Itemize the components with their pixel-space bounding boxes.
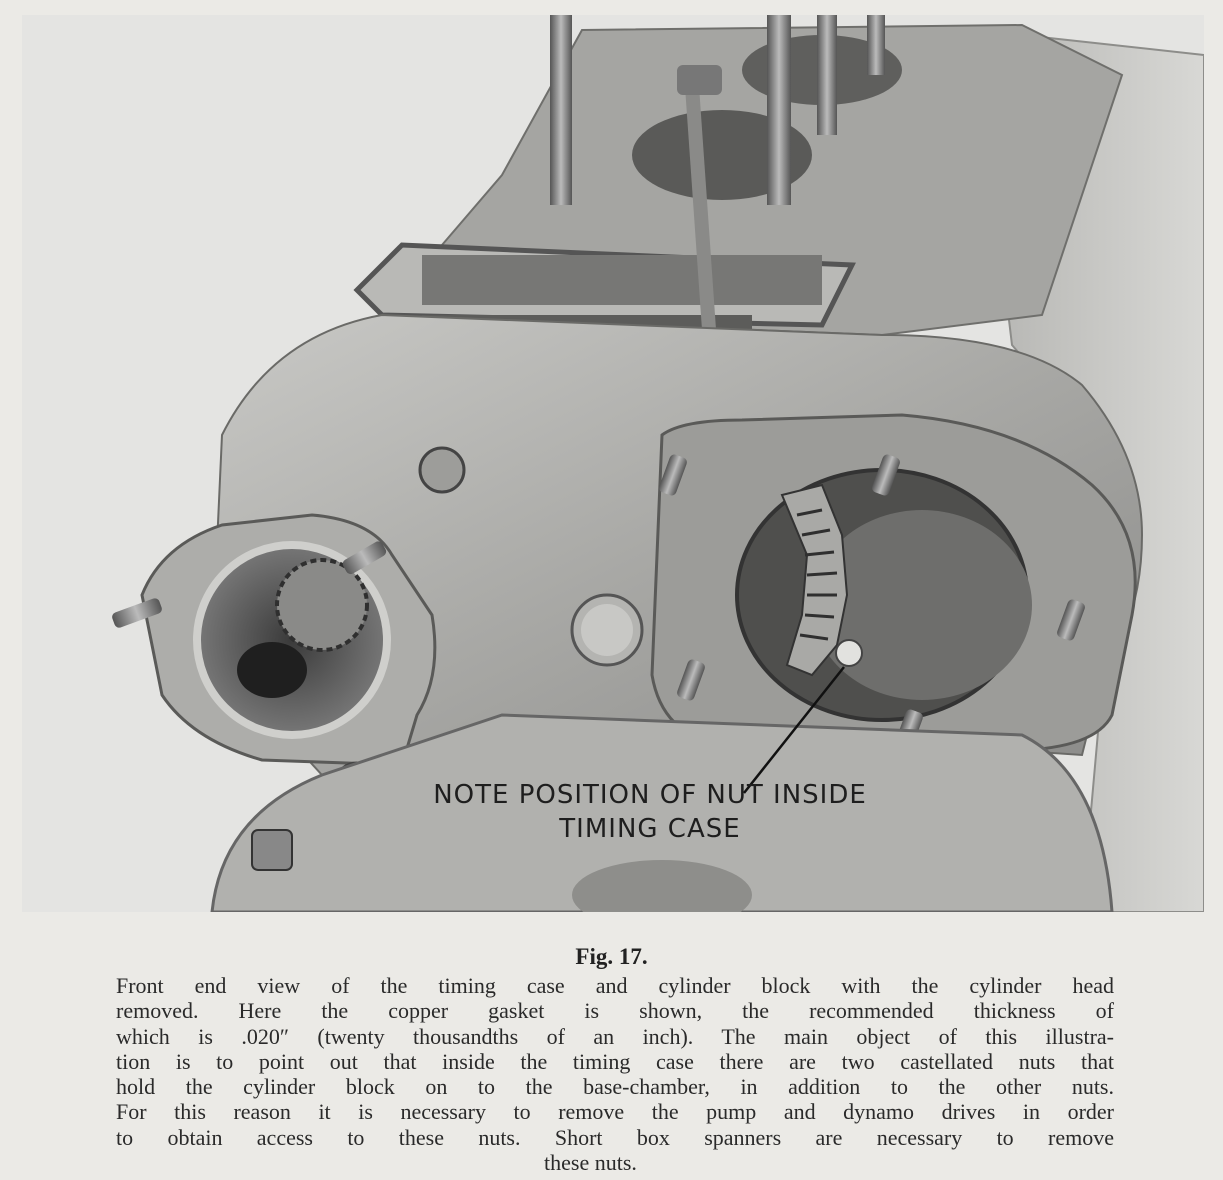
caption-line: these nuts. — [544, 1150, 637, 1176]
cylinder-head-stud — [550, 15, 572, 205]
figure-title: Fig. 17. — [575, 944, 648, 969]
caption-line: which is .020″ (twenty thousandths of an inch). The main object of this illustra- — [116, 1023, 1114, 1049]
drive-shaft-opening — [237, 642, 307, 698]
castellated-nut — [836, 640, 862, 666]
inspection-plug-inner — [581, 604, 633, 656]
caption-line: hold the cylinder block on to the base-chamber, in addition to the other nuts. — [116, 1074, 1114, 1100]
bevel-gear — [277, 560, 367, 650]
figure-caption — [116, 973, 1114, 1175]
photo-annotation — [360, 778, 940, 846]
caption-line: removed. Here the copper gasket is shown, the recommended thickness of — [116, 998, 1114, 1024]
valve-rod-collar — [677, 65, 722, 95]
hex-nut — [420, 448, 464, 492]
caption-line: For this reason it is necessary to remove the pump and dynamo drives in order — [116, 1099, 1114, 1125]
annotation-line: TIMING CASE — [559, 814, 741, 844]
crankcase-bolt — [252, 830, 292, 870]
annotation-line: NOTE POSITION OF NUT INSIDE — [433, 780, 867, 810]
caption-line: tion is to point out that inside the timing case there are two castellated nuts that — [116, 1048, 1114, 1074]
caption-line: to obtain access to these nuts. Short box spanners are necessary to remove — [116, 1124, 1114, 1150]
gasket-opening — [422, 255, 822, 305]
cylinder-head-stud — [767, 15, 791, 205]
cylinder-head-stud — [817, 15, 837, 135]
caption-line: Front end view of the timing case and cylinder block with the cylinder head — [116, 973, 1114, 998]
cylinder-head-stud — [867, 15, 885, 75]
